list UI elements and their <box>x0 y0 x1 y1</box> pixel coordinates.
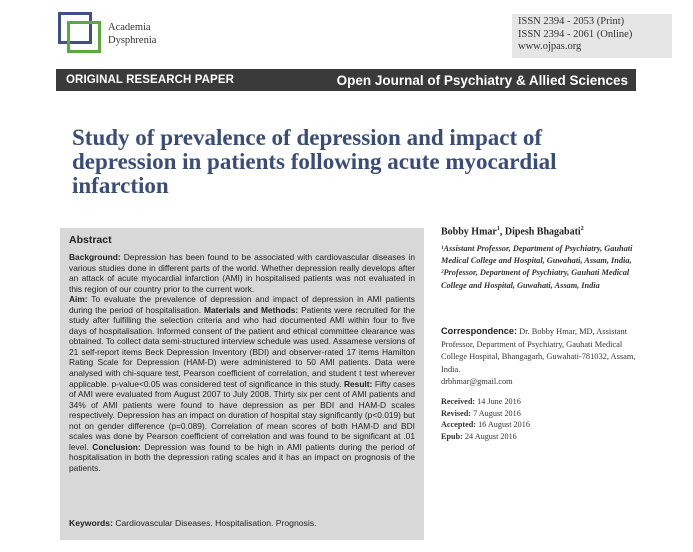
article-type: ORIGINAL RESEARCH PAPER <box>66 74 235 86</box>
abstract-body: Background: Depression has been found to be associated with cardiovascular diseases in various studies done in different parts of the world. Whether depression really develops after an attack of acute myocardial infarction (AMI) in hospitalised patients was not evaluated in this region of our country prior to the current work. Aim: To evaluate the prevalence of depression and impact of depression in AMI patients during the period of hospitalisation. Materials and Methods: Patients were recruited for the study after fulfilling the selection criteria and who had documented AMI within four to five days of hospitalisation. Informed consent of the patient and ethical committee clearance was obtained. To collect data semi-structured interview schedule was used. Assamese versions of 21 self-report items Beck Depression Inventory (BDI) and observer-rated 17 items Hamilton Rating Scale for Depression (HAM-D) were administered to 50 AMI patients. Data were analysed with chi-square test, Pearson coefficient of correlation, and student t test wherever applicable. p-value<0.05 was considered test of significance in this study. Result: Fifty cases of AMI were evaluated from August 2007 to July 2008. Thirty six per cent of AMI patients and 34% of AMI patients were found to have depression as per BDI and HAM-D scales respectively. Depression has an impact on duration of hospital stay significantly (p<0.019) but not on gender difference (p=0.089). Correlation of mean scores of both HAM-D and BDI scales was done by Pearson coefficient of correlation and was found to be significant at .01 level. Conclusion: Depression was found to be high in AMI patients during the period of hospitalisation in both the depression rating scales and it has an impact on prognosis of the patients. <box>69 252 416 473</box>
journal-name: Open Journal of Psychiatry & Allied Sciences <box>336 72 628 88</box>
keywords: Keywords: Cardiovascular Diseases. Hospitalisation. Prognosis. <box>69 518 317 528</box>
journal-logo <box>58 12 178 56</box>
issn-online: ISSN 2394 - 2061 (Online) <box>518 28 633 40</box>
abstract-heading: Abstract <box>69 234 112 246</box>
revised-date: Revised: 7 August 2016 <box>441 408 521 418</box>
issn-print: ISSN 2394 - 2053 (Print) <box>518 16 625 27</box>
epub-date: Epub: 24 August 2016 <box>441 431 517 441</box>
accepted-date: Accepted: 16 August 2016 <box>441 420 530 430</box>
article-dates <box>441 396 530 442</box>
header-banner <box>56 69 636 91</box>
received-date: Received: 14 June 2016 <box>441 397 521 406</box>
correspondence-email[interactable]: drbhmar@gmail.com <box>441 377 513 387</box>
journal-url[interactable]: www.ojpas.org <box>518 41 582 52</box>
paper-title: Study of prevalence of depression and impact of depression in patients following acute myocardial infarction <box>72 125 557 198</box>
publisher-name: Academia Dysphrenia <box>108 22 157 46</box>
abstract-box <box>60 228 424 540</box>
issn-block <box>512 14 672 58</box>
correspondence: Correspondence: Dr. Bobby Hmar, MD, Assistant Professor, Department of Psychiatry, Gauhati Medical College Hospital, Bhangagarh, Guwahati-781032, Assam, India. drbhmar@gmail.com <box>441 326 636 387</box>
logo-square-green <box>67 21 101 53</box>
author-list: Bobby Hmar$^1$, Dipesh Bhagabati$^2$ <box>441 226 584 238</box>
author-affiliations: ¹Assistant Professor, Department of Psychiatry, Gauhati Medical College and Hospital, Guwahati, Assam, India, ²Professor, Department of Psychiatry, Gauhati Medical College and Hospital, Guwahati, Assam, India <box>441 244 633 290</box>
